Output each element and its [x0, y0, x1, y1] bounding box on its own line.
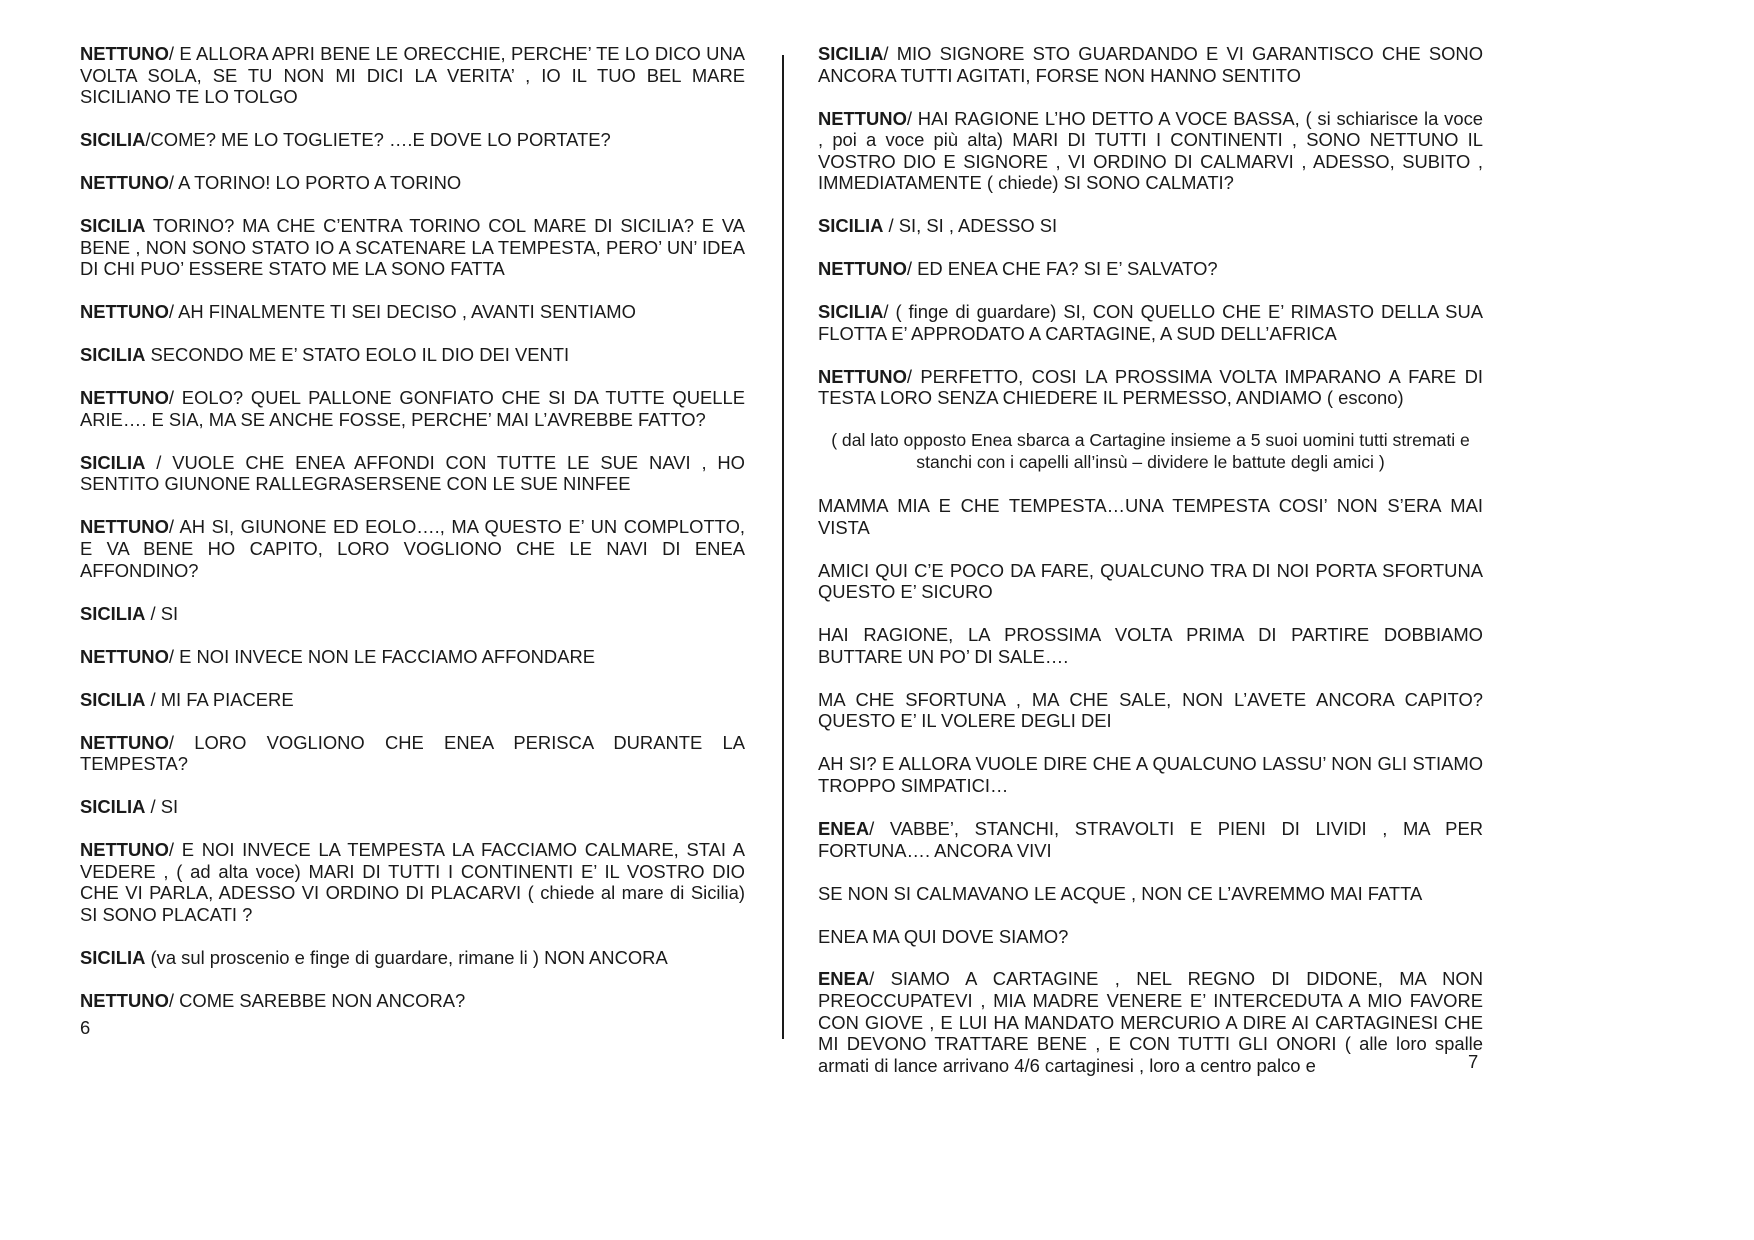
dialogue-line — [818, 301, 1483, 344]
dialogue-text: / E NOI INVECE NON LE FACCIAMO AFFONDARE — [168, 645, 596, 667]
dialogue-text: / EOLO? QUEL PALLONE GONFIATO CHE SI DA TUTTE QUELLE ARIE…. E SIA, MA SE ANCHE FOSSE, PERCHE’ MAI L’AVREBBE FATTO? — [80, 387, 745, 430]
dialogue-line — [80, 839, 745, 925]
dialogue-line — [818, 258, 1483, 280]
dialogue-text: AMICI QUI C’E POCO DA FARE, QUALCUNO TRA DI NOI PORTA SFORTUNA QUESTO E’ SICURO — [818, 559, 1483, 603]
dialogue-line — [818, 43, 1483, 86]
speaker-name: NETTUNO — [80, 839, 169, 861]
dialogue-text: / AH FINALMENTE TI SEI DECISO , AVANTI SENTIAMO — [168, 301, 636, 323]
dialogue-text: (va sul proscenio e finge di guardare, rimane li ) NON ANCORA — [145, 946, 668, 968]
dialogue-line — [80, 796, 745, 818]
dialogue-text: / VABBE’, STANCHI, STRAVOLTI E PIENI DI LIVIDI , MA PER FORTUNA…. ANCORA VIVI — [818, 817, 1483, 861]
speaker-name: SICILIA — [80, 688, 146, 710]
dialogue-text: / SI, SI , ADESSO SI — [883, 215, 1058, 237]
dialogue-text: / MIO SIGNORE STO GUARDANDO E VI GARANTISCO CHE SONO ANCORA TUTTI AGITATI, FORSE NON HANNO SENTITO — [818, 43, 1483, 86]
page-divider — [782, 55, 784, 1039]
speaker-name: NETTUNO — [80, 43, 169, 64]
dialogue-text: AH SI? E ALLORA VUOLE DIRE CHE A QUALCUNO LASSU’ NON GLI STIAMO TROPPO SIMPATICI… — [818, 753, 1483, 796]
dialogue-text: / SIAMO A CARTAGINE , NEL REGNO DI DIDONE, MA NON PREOCCUPATEVI , MIA MADRE VENERE E’ INTERCEDUTA A MIO FAVORE CON GIOVE , E LUI HA MANDATO MERCURIO A DIRE AI CARTAGINESI CHE MI DEVONO TRATTARE BENE , E CON TUTTI GLI ONORI ( alle loro spalle armati di lance arrivano 4/6 cartaginesi , loro a centro palco e — [818, 968, 1483, 1076]
speaker-name: NETTUNO — [80, 387, 169, 409]
speaker-name: NETTUNO — [818, 365, 907, 387]
dialogue-line — [80, 689, 745, 711]
dialogue-line — [80, 215, 745, 280]
speaker-name: SICILIA — [80, 451, 146, 473]
dialogue-text: / COME SAREBBE NON ANCORA? — [168, 989, 466, 1011]
dialogue-text: / HAI RAGIONE L’HO DETTO A VOCE BASSA, ( si schiarisce la voce , poi a voce più alta) MARI DI TUTTI I CONTINENTI , SONO NETTUNO IL VOSTRO DIO E SIGNORE , VI ORDINO DI CALMARVI , ADESSO, SUBITO , IMMEDIATAMENTE ( chiede) SI SONO CALMATI? — [818, 107, 1483, 194]
dialogue-line — [818, 215, 1483, 237]
dialogue-line — [80, 947, 745, 969]
dialogue-text: / MI FA PIACERE — [145, 688, 294, 710]
speaker-name: ENEA — [818, 968, 870, 990]
speaker-name: NETTUNO — [818, 107, 907, 129]
speaker-name: NETTUNO — [80, 731, 169, 753]
speaker-name: NETTUNO — [80, 516, 169, 538]
dialogue-line — [818, 689, 1483, 732]
speaker-name: SICILIA — [818, 215, 884, 237]
speaker-name: SICILIA — [80, 129, 146, 151]
dialogue-line — [818, 366, 1483, 409]
speaker-name: ENEA — [818, 817, 870, 839]
speaker-name: SICILIA — [80, 946, 146, 968]
dialogue-line — [80, 603, 745, 625]
dialogue-line — [80, 43, 745, 108]
dialogue-text: / ( finge di guardare) SI, CON QUELLO CHE E’ RIMASTO DELLA SUA FLOTTA E’ APPRODATO A CARTAGINE, A SUD DELL’AFRICA — [818, 301, 1483, 344]
dialogue-line — [818, 560, 1483, 603]
dialogue-line — [818, 108, 1483, 194]
speaker-name: SICILIA — [80, 602, 146, 624]
speaker-name: NETTUNO — [80, 301, 169, 323]
dialogue-text: / SI — [145, 602, 179, 624]
speaker-name: SICILIA — [80, 215, 146, 237]
dialogue-text: / AH SI, GIUNONE ED EOLO…., MA QUESTO E’ UN COMPLOTTO, E VA BENE HO CAPITO, LORO VOGLIONO CHE LE NAVI DI ENEA AFFONDINO? — [80, 516, 745, 581]
dialogue-text: / SI — [145, 796, 179, 818]
dialogue-text: / E ALLORA APRI BENE LE ORECCHIE, PERCHE’ TE LO DICO UNA VOLTA SOLA, SE TU NON MI DICI LA VERITA’ , IO IL TUO BEL MARE SICILIANO TE LO TOLGO — [80, 43, 745, 108]
dialogue-text: / A TORINO! LO PORTO A TORINO — [168, 172, 462, 194]
dialogue-line — [818, 753, 1483, 796]
speaker-name: SICILIA — [80, 344, 146, 366]
dialogue-line — [818, 883, 1483, 905]
dialogue-text: /COME? ME LO TOGLIETE? ….E DOVE LO PORTATE? — [145, 129, 611, 151]
dialogue-line — [80, 387, 745, 430]
dialogue-text: HAI RAGIONE, LA PROSSIMA VOLTA PRIMA DI PARTIRE DOBBIAMO BUTTARE UN PO’ DI SALE…. — [818, 624, 1483, 667]
dialogue-line — [818, 818, 1483, 861]
speaker-name: SICILIA — [80, 796, 146, 818]
left-page-column — [80, 43, 745, 1033]
speaker-name: NETTUNO — [80, 172, 169, 194]
dialogue-line — [818, 926, 1483, 948]
dialogue-text: MAMMA MIA E CHE TEMPESTA…UNA TEMPESTA COSI’ NON S’ERA MAI VISTA — [818, 495, 1483, 538]
dialogue-line — [818, 968, 1483, 1076]
speaker-name: NETTUNO — [80, 645, 169, 667]
speaker-name: NETTUNO — [80, 989, 169, 1011]
speaker-name: SICILIA — [818, 301, 884, 323]
dialogue-text: ENEA MA QUI DOVE SIAMO? — [818, 925, 1069, 947]
dialogue-text: SECONDO ME E’ STATO EOLO IL DIO DEI VENTI — [145, 344, 570, 366]
page-number-right: 7 — [1468, 1051, 1479, 1072]
dialogue-line — [818, 624, 1483, 667]
dialogue-text: TORINO? MA CHE C’ENTRA TORINO COL MARE DI SICILIA? E VA BENE , NON SONO STATO IO A SCATENARE LA TEMPESTA, PERO’ UN’ IDEA DI CHI PUO’ ESSERE STATO ME LA SONO FATTA — [80, 215, 745, 280]
dialogue-text: MA CHE SFORTUNA , MA CHE SALE, NON L’AVETE ANCORA CAPITO? QUESTO E’ IL VOLERE DEGLI DEI — [818, 688, 1483, 732]
stage-direction: ( dal lato opposto Enea sbarca a Cartagine insieme a 5 suoi uomini tutti stremati e stanchi con i capelli all’insù – dividere le battute degli amici ) — [831, 430, 1470, 473]
dialogue-line — [80, 646, 745, 668]
dialogue-line — [80, 516, 745, 581]
dialogue-line — [80, 732, 745, 775]
speaker-name: SICILIA — [818, 43, 884, 64]
dialogue-text: SE NON SI CALMAVANO LE ACQUE , NON CE L’AVREMMO MAI FATTA — [818, 882, 1423, 904]
dialogue-line — [80, 990, 745, 1012]
dialogue-line — [818, 495, 1483, 538]
dialogue-line — [80, 129, 745, 151]
dialogue-text: / LORO VOGLIONO CHE ENEA PERISCA DURANTE LA TEMPESTA? — [80, 731, 745, 775]
dialogue-line — [80, 301, 745, 323]
right-page-column — [818, 43, 1483, 1098]
dialogue-text: / VUOLE CHE ENEA AFFONDI CON TUTTE LE SUE NAVI , HO SENTITO GIUNONE RALLEGRASERSENE CON LE SUE NINFEE — [80, 451, 745, 495]
dialogue-line — [80, 452, 745, 495]
dialogue-text: / PERFETTO, COSI LA PROSSIMA VOLTA IMPARANO A FARE DI TESTA LORO SENZA CHIEDERE IL PERMESSO, ANDIAMO ( escono) — [818, 365, 1483, 409]
speaker-name: NETTUNO — [818, 258, 907, 280]
dialogue-text: / E NOI INVECE LA TEMPESTA LA FACCIAMO CALMARE, STAI A VEDERE , ( ad alta voce) MARI DI TUTTI I CONTINENTI E’ IL VOSTRO DIO CHE VI PARLA, ADESSO VI ORDINO DI PLACARVI ( chiede al mare di Sicilia) SI SONO PLACATI ? — [80, 839, 745, 925]
page-number-left: 6 — [80, 1017, 91, 1038]
dialogue-line — [80, 172, 745, 194]
dialogue-text: / ED ENEA CHE FA? SI E’ SALVATO? — [906, 258, 1218, 280]
dialogue-line — [80, 344, 745, 366]
